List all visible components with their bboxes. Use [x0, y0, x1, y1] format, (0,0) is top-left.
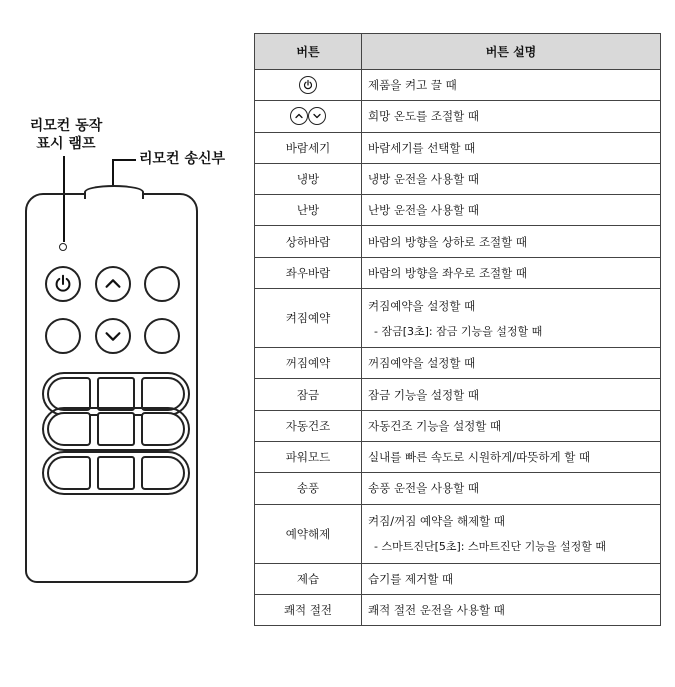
table-row — [255, 289, 661, 348]
table-row — [255, 101, 661, 132]
remote-lamp — [59, 243, 67, 251]
button-name-cell: 난방 — [255, 195, 362, 226]
table-row — [255, 163, 661, 194]
remote-temp-up-button[interactable] — [95, 266, 131, 302]
lamp-callout — [18, 117, 114, 153]
remote-button[interactable] — [141, 412, 185, 446]
button-cell-power — [255, 70, 362, 101]
desc-main: 켜짐/꺼짐 예약을 해제할 때 — [368, 514, 506, 529]
transmitter-leader-h — [112, 159, 136, 161]
remote-blank-button-3[interactable] — [144, 318, 180, 354]
desc-cell: 잠금 기능을 설정할 때 — [362, 379, 661, 410]
remote-temp-down-button[interactable] — [95, 318, 131, 354]
remote-blank-button-2[interactable] — [45, 318, 81, 354]
table-row — [255, 70, 661, 101]
button-name-cell: 파워모드 — [255, 441, 362, 472]
button-name-cell: 냉방 — [255, 163, 362, 194]
desc-sub: - 스마트진단[5초]: 스마트진단 기능을 설정할 때 — [374, 540, 607, 554]
button-name-cell: 예약해제 — [255, 504, 362, 563]
lamp-callout-line2: 표시 램프 — [36, 136, 96, 152]
button-name-cell: 바람세기 — [255, 132, 362, 163]
desc-cell: 꺼짐예약을 설정할 때 — [362, 348, 661, 379]
chevron-up-icon — [290, 107, 308, 125]
desc-cell: 바람의 방향을 좌우로 조절할 때 — [362, 257, 661, 288]
desc-cell: 바람세기를 선택할 때 — [362, 132, 661, 163]
table-row — [255, 379, 661, 410]
desc-cell: 쾌적 절전 운전을 사용할 때 — [362, 594, 661, 625]
table-row — [255, 504, 661, 563]
desc-cell — [362, 289, 661, 348]
chevron-down-icon — [308, 107, 326, 125]
button-description-table — [254, 33, 661, 626]
remote-button[interactable] — [47, 412, 91, 446]
table-row — [255, 132, 661, 163]
header-description: 버튼 설명 — [362, 34, 661, 70]
remote-button-row-2 — [42, 407, 190, 451]
remote-button-row-3 — [42, 451, 190, 495]
remote-button[interactable] — [141, 377, 185, 411]
button-name-cell: 송풍 — [255, 473, 362, 504]
button-name-cell: 좌우바람 — [255, 257, 362, 288]
button-name-cell: 쾌적 절전 — [255, 594, 362, 625]
power-icon — [299, 76, 317, 94]
desc-cell: 실내를 빠른 속도로 시원하게/따뜻하게 할 때 — [362, 441, 661, 472]
remote-button[interactable] — [47, 377, 91, 411]
table-row — [255, 473, 661, 504]
button-name-cell: 꺼짐예약 — [255, 348, 362, 379]
button-cell-temp — [255, 101, 362, 132]
chevron-down-icon — [102, 325, 124, 347]
power-icon — [52, 273, 74, 295]
table-row — [255, 195, 661, 226]
table-row — [255, 594, 661, 625]
desc-cell: 희망 온도를 조절할 때 — [362, 101, 661, 132]
remote-blank-button-1[interactable] — [144, 266, 180, 302]
button-name-cell: 켜짐예약 — [255, 289, 362, 348]
desc-main: 켜짐예약을 설정할 때 — [368, 298, 476, 313]
desc-cell: 냉방 운전을 사용할 때 — [362, 163, 661, 194]
table-row — [255, 441, 661, 472]
table-row — [255, 410, 661, 441]
table-row — [255, 563, 661, 594]
lamp-callout-line1: 리모컨 동작 — [29, 118, 103, 134]
remote-button[interactable] — [141, 456, 185, 490]
remote-button[interactable] — [97, 412, 135, 446]
table-row — [255, 226, 661, 257]
desc-sub: - 잠금[3초]: 잠금 기능을 설정할 때 — [374, 324, 543, 338]
table-header-row — [255, 34, 661, 70]
header-button: 버튼 — [255, 34, 362, 70]
desc-cell: 제품을 켜고 끌 때 — [362, 70, 661, 101]
table-row — [255, 348, 661, 379]
desc-cell: 난방 운전을 사용할 때 — [362, 195, 661, 226]
chevron-up-icon — [102, 273, 124, 295]
desc-cell: 습기를 제거할 때 — [362, 563, 661, 594]
remote-button[interactable] — [97, 377, 135, 411]
desc-cell: 바람의 방향을 상하로 조절할 때 — [362, 226, 661, 257]
remote-illustration — [0, 0, 250, 687]
button-name-cell: 상하바람 — [255, 226, 362, 257]
transmitter-callout: 리모컨 송신부 — [139, 151, 226, 167]
button-name-cell: 잠금 — [255, 379, 362, 410]
remote-power-button[interactable] — [45, 266, 81, 302]
remote-button[interactable] — [47, 456, 91, 490]
desc-cell: 송풍 운전을 사용할 때 — [362, 473, 661, 504]
remote-button[interactable] — [97, 456, 135, 490]
remote-transmitter — [84, 185, 144, 199]
desc-cell — [362, 504, 661, 563]
desc-cell: 자동건조 기능을 설정할 때 — [362, 410, 661, 441]
button-name-cell: 자동건조 — [255, 410, 362, 441]
table-row — [255, 257, 661, 288]
button-name-cell: 제습 — [255, 563, 362, 594]
